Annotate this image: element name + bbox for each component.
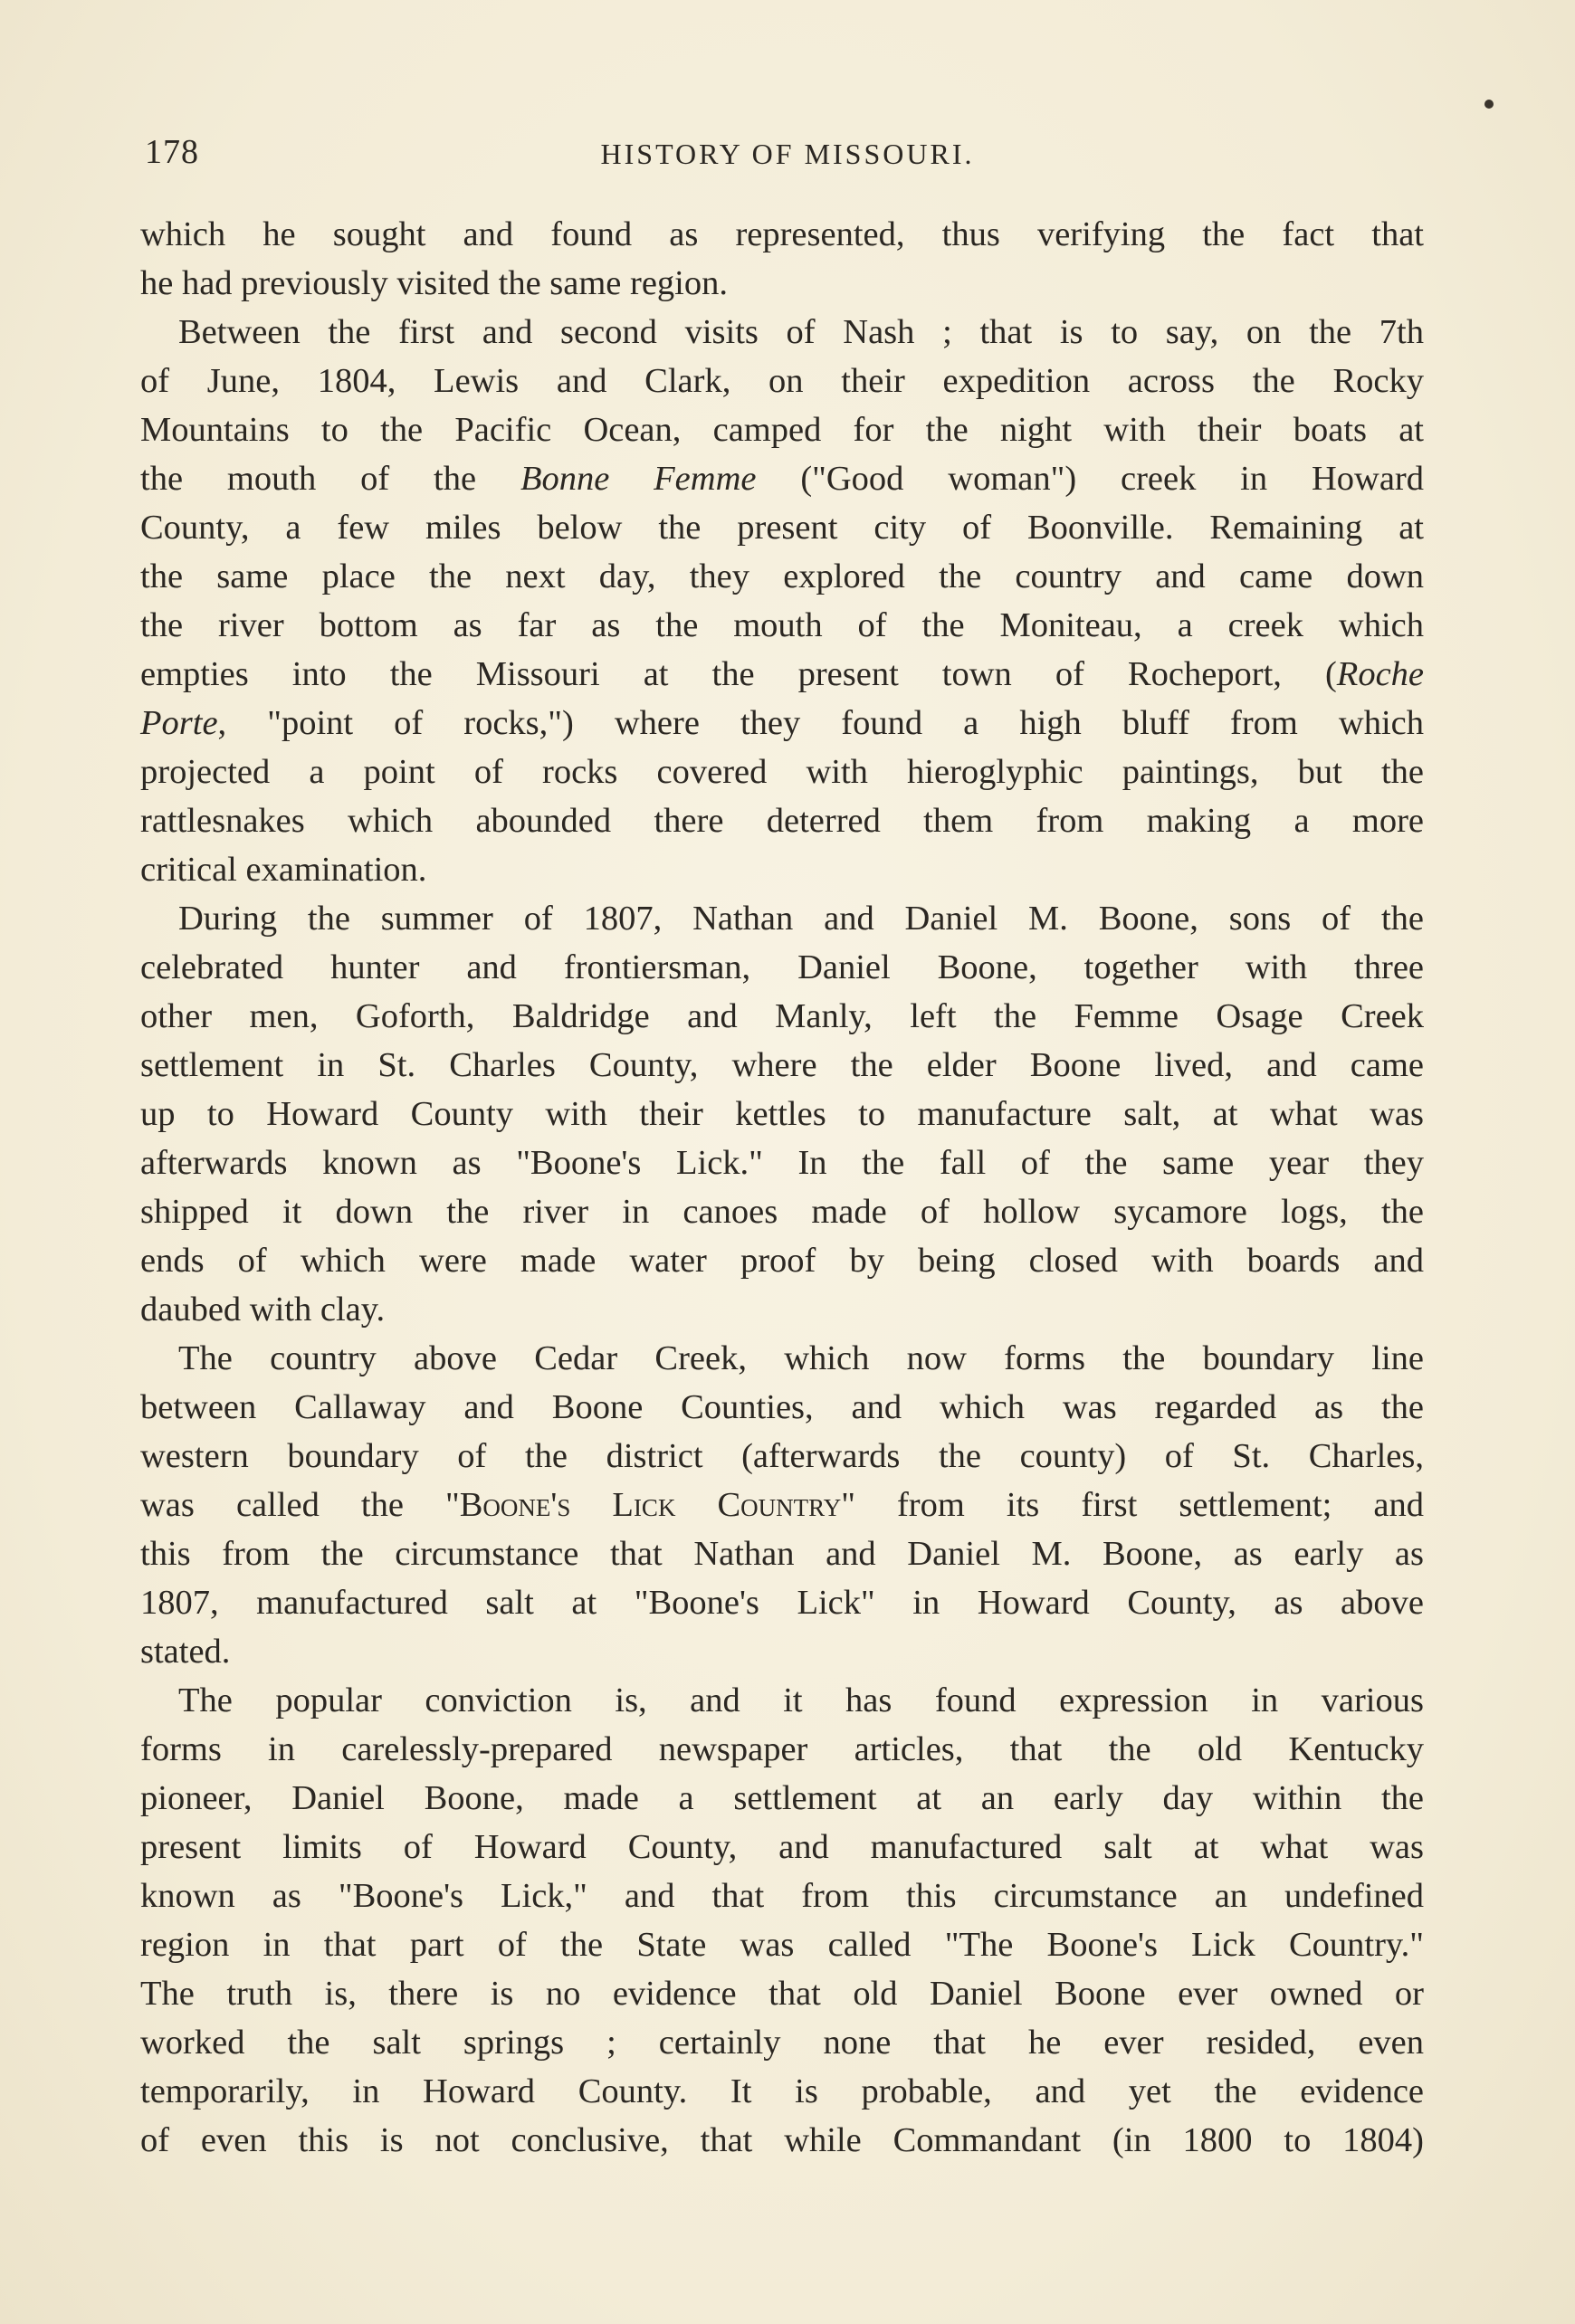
text-line [140, 699, 1424, 748]
text-line: rattlesnakes which abounded there deterred them from making a more [140, 802, 1424, 840]
text-line: worked the salt springs ; certainly none that he ever resided, even [140, 2024, 1424, 2062]
text-line: western boundary of the district (afterwards the county) of St. Charles, [140, 1437, 1424, 1475]
text-segment: , "point of rocks,") where they found a high bluff from which [217, 704, 1424, 742]
text-line: the same place the next day, they explored the country and came down [140, 557, 1424, 595]
text-line: pioneer, Daniel Boone, made a settlement at an early day within the [140, 1779, 1424, 1817]
text-segment: ("Good woman") creek in Howard [756, 460, 1424, 498]
text-line: stated. [140, 1633, 231, 1671]
text-line: Mountains to the Pacific Ocean, camped for the night with their boats at [140, 411, 1424, 449]
text-line: daubed with clay. [140, 1291, 386, 1329]
text-line: The popular conviction is, and it has found expression in various [178, 1681, 1424, 1719]
text-line: ends of which were made water proof by being closed with boards and [140, 1242, 1424, 1280]
text-line: 1807, manufactured salt at "Boone's Lick" in Howard County, as above [140, 1584, 1424, 1622]
ink-speck [1484, 100, 1494, 109]
text-line [140, 1481, 1424, 1529]
text-line: celebrated hunter and frontiersman, Daniel Boone, together with three [140, 948, 1424, 986]
text-line: known as "Boone's Lick," and that from this circumstance an undefined [140, 1877, 1424, 1915]
text-line: which he sought and found as represented, thus verifying the fact that [140, 215, 1424, 253]
text-line: settlement in St. Charles County, where the elder Boone lived, and came [140, 1046, 1424, 1084]
text-line [140, 454, 1424, 503]
text-line: The country above Cedar Creek, which now forms the boundary line [178, 1339, 1424, 1377]
text-segment: " from its first settlement; and [841, 1486, 1424, 1524]
italic-text: Bonne Femme [520, 460, 757, 498]
text-line: Between the first and second visits of Nash ; that is to say, on the 7th [178, 313, 1424, 351]
italic-text: Porte [140, 704, 218, 742]
text-line: between Callaway and Boone Counties, and which was regarded as the [140, 1388, 1424, 1426]
text-line: other men, Goforth, Baldridge and Manly, left the Femme Osage Creek [140, 997, 1424, 1035]
text-line: the river bottom as far as the mouth of the Moniteau, a creek which [140, 606, 1424, 644]
text-line: During the summer of 1807, Nathan and Daniel M. Boone, sons of the [178, 900, 1424, 938]
text-line: this from the circumstance that Nathan and Daniel M. Boone, as early as [140, 1535, 1424, 1573]
text-line [140, 650, 1424, 699]
text-line: temporarily, in Howard County. It is probable, and yet the evidence [140, 2072, 1424, 2110]
italic-text: Roche [1336, 655, 1424, 693]
small-caps-text: Boone's Lick Country [459, 1486, 842, 1524]
text-segment: was called the " [140, 1486, 460, 1524]
text-line: County, a few miles below the present city of Boonville. Remaining at [140, 509, 1424, 547]
body-text [140, 210, 1424, 2165]
page-number: 178 [145, 133, 199, 171]
text-line: shipped it down the river in canoes made of hollow sycamore logs, the [140, 1193, 1424, 1231]
text-segment: the mouth of the [140, 460, 520, 498]
text-line: critical examination. [140, 851, 427, 889]
text-line: region in that part of the State was called "The Boone's Lick Country." [140, 1926, 1424, 1964]
running-head: HISTORY OF MISSOURI. [600, 138, 975, 170]
text-line: projected a point of rocks covered with hieroglyphic paintings, but the [140, 753, 1424, 791]
text-line: forms in carelessly-prepared newspaper articles, that the old Kentucky [140, 1730, 1424, 1768]
page-header [145, 132, 1430, 177]
text-line: The truth is, there is no evidence that old Daniel Boone ever owned or [140, 1975, 1424, 2013]
text-line: present limits of Howard County, and manufactured salt at what was [140, 1828, 1424, 1866]
text-segment: empties into the Missouri at the present town of Rocheport, ( [140, 655, 1337, 693]
text-line: he had previously visited the same region. [140, 264, 728, 302]
text-line: up to Howard County with their kettles to manufacture salt, at what was [140, 1095, 1424, 1133]
text-line: of June, 1804, Lewis and Clark, on their expedition across the Rocky [140, 362, 1424, 400]
text-line: afterwards known as "Boone's Lick." In the fall of the same year they [140, 1144, 1424, 1182]
text-line: of even this is not conclusive, that while Commandant (in 1800 to 1804) [140, 2121, 1424, 2159]
